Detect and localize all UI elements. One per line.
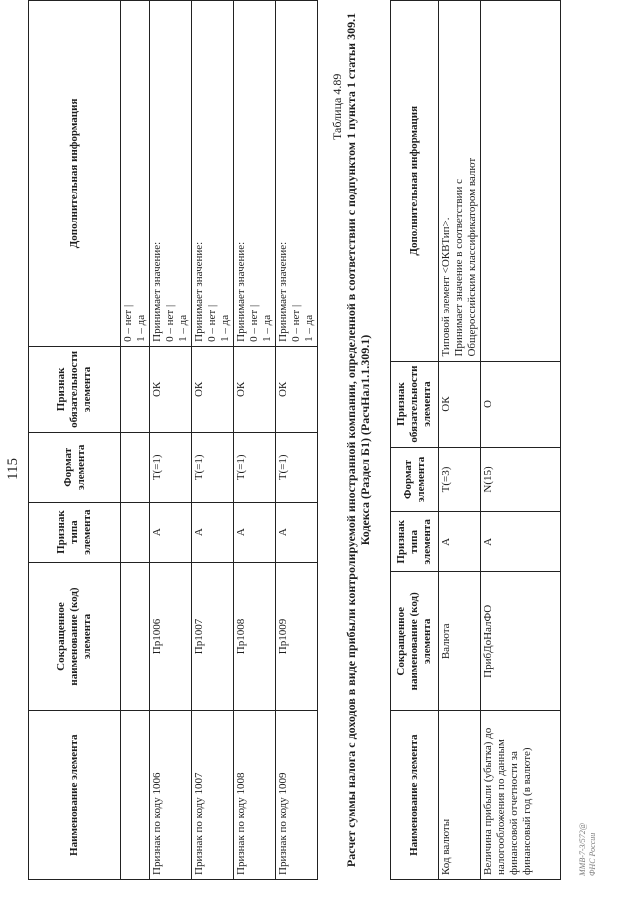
header-element-required: Признак обязательности элемента xyxy=(29,346,121,432)
cell-type: А xyxy=(481,512,561,572)
cell-type: А xyxy=(192,502,234,562)
cell-type: А xyxy=(276,502,318,562)
table-header-row xyxy=(391,1,439,880)
cell-code: Пр1008 xyxy=(234,562,276,711)
cell-name: Величина прибыли (убытка) до налогообложения по данным финансовой отчетности за финансовый год (в валюте) xyxy=(481,711,561,880)
cell-required: ОК xyxy=(192,346,234,432)
cell-type: А xyxy=(439,512,481,572)
header-element-name: Наименование элемента xyxy=(29,711,121,880)
table-row-continued xyxy=(121,1,150,880)
cell-info: Принимает значение: 0 – нет | 1 – да xyxy=(234,1,276,347)
cell-info: Принимает значение: 0 – нет | 1 – да xyxy=(150,1,192,347)
cell-code: Пр1006 xyxy=(150,562,192,711)
table-row xyxy=(150,1,192,880)
cell-name: Признак по коду 1009 xyxy=(276,711,318,880)
cell-required: ОК xyxy=(150,346,192,432)
cell-name: Код валюты xyxy=(439,711,481,880)
table-row xyxy=(439,1,481,880)
header-element-required: Признак обязательности элемента xyxy=(391,361,439,447)
cell-code: Пр1009 xyxy=(276,562,318,711)
elements-table-continued xyxy=(28,0,318,880)
table-row xyxy=(192,1,234,880)
cell-name: Признак по коду 1006 xyxy=(150,711,192,880)
cell-code: Валюта xyxy=(439,572,481,711)
cell-format: T(=1) xyxy=(150,432,192,502)
cell-name: Признак по коду 1007 xyxy=(192,711,234,880)
cell-type: А xyxy=(150,502,192,562)
header-element-code: Сокращенное наименование (код) элемента xyxy=(391,572,439,711)
cell-format: T(=1) xyxy=(192,432,234,502)
table-caption: Таблица 4.89 xyxy=(330,73,344,140)
elements-table-4-89 xyxy=(390,0,561,880)
cell-code: Пр1007 xyxy=(192,562,234,711)
cell-format: N(15) xyxy=(481,447,561,512)
header-element-format: Формат элемента xyxy=(391,447,439,512)
page-number: 115 xyxy=(5,458,21,480)
cell-info xyxy=(481,1,561,362)
cell-format: T(=1) xyxy=(234,432,276,502)
section-heading: Расчет суммы налога с доходов в виде прибыли контролируемой иностранной компании, определенной в соответствии с подпунктом 1 пункта 1 статьи 309.1 Кодекса (Раздел Б1) (РасчНал1.1.309.1) xyxy=(344,12,372,868)
cell-required: ОК xyxy=(439,361,481,447)
cell-required: О xyxy=(481,361,561,447)
cell-required: ОК xyxy=(276,346,318,432)
cell-code: ПрибДоНалФО xyxy=(481,572,561,711)
table-row xyxy=(234,1,276,880)
header-element-type: Признак типа элемента xyxy=(29,502,121,562)
cell-format: T(=1) xyxy=(276,432,318,502)
table-row xyxy=(276,1,318,880)
cell-info: 0 – нет | 1 – да xyxy=(121,1,150,347)
registration-stamp: ММВ-7-3/572@ ФНС России xyxy=(578,822,597,876)
cell-info: Принимает значение: 0 – нет | 1 – да xyxy=(192,1,234,347)
cell-info: Типовой элемент <ОКВТип>. Принимает значение в соответствии с Общероссийским классификатором валют xyxy=(439,1,481,362)
cell-name: Признак по коду 1008 xyxy=(234,711,276,880)
header-element-name: Наименование элемента xyxy=(391,711,439,880)
cell-required: ОК xyxy=(234,346,276,432)
table-header-row xyxy=(29,1,121,880)
table-row xyxy=(481,1,561,880)
header-additional-info: Дополнительная информация xyxy=(29,1,121,347)
header-element-format: Формат элемента xyxy=(29,432,121,502)
cell-type: А xyxy=(234,502,276,562)
header-element-code: Сокращенное наименование (код) элемента xyxy=(29,562,121,711)
header-additional-info: Дополнительная информация xyxy=(391,1,439,362)
header-element-type: Признак типа элемента xyxy=(391,512,439,572)
cell-format: T(=3) xyxy=(439,447,481,512)
cell-info: Принимает значение: 0 – нет | 1 – да xyxy=(276,1,318,347)
